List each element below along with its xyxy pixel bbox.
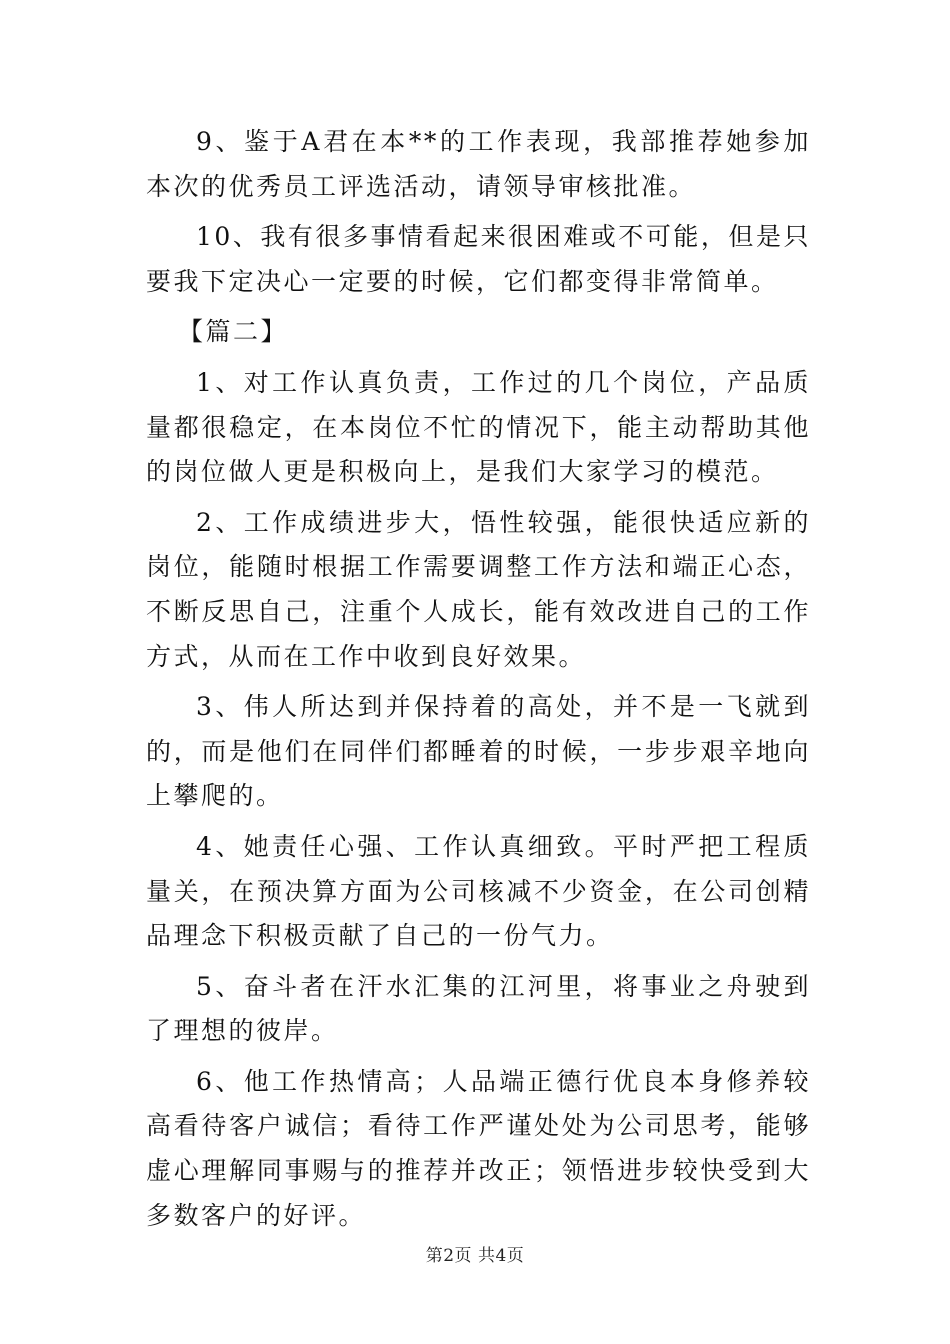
- paragraph-9: 9、鉴于A君在本**的工作表现，我部推荐她参加本次的优秀员工评选活动，请领导审核批准。: [146, 127, 811, 201]
- section-paragraph-4: 4、她责任心强、工作认真细致。平时严把工程质量关，在预决算方面为公司核减不少资金，在公司创精品理念下积极贡献了自己的一份气力。: [146, 831, 811, 951]
- section-paragraph-5: 5、奋斗者在汗水汇集的江河里，将事业之舟驶到了理想的彼岸。: [146, 971, 811, 1046]
- section-heading: 【篇二】: [178, 317, 289, 347]
- document-body: [146, 120, 811, 1244]
- section-paragraph-2: 2、工作成绩进步大，悟性较强，能很快适应新的岗位，能随时根据工作需要调整工作方法和端正心态，不断反思自己，注重个人成长，能有效改进自己的工作方式，从而在工作中收到良好效果。: [146, 507, 811, 671]
- section-paragraph-1: 1、对工作认真负责，工作过的几个岗位，产品质量都很稳定，在本岗位不忙的情况下，能主动帮助其他的岗位做人更是积极向上，是我们大家学习的模范。: [146, 367, 811, 487]
- section-paragraph-3: 3、伟人所达到并保持着的高处，并不是一飞就到的，而是他们在同伴们都睡着的时候，一步步艰辛地向上攀爬的。: [146, 692, 811, 811]
- page-number-footer: 第2页 共4页: [425, 1246, 525, 1266]
- paragraph-10: 10、我有很多事情看起来很困难或不可能，但是只要我下定决心一定要的时候，它们都变得非常简单。: [146, 222, 811, 296]
- section-paragraph-6: 6、他工作热情高；人品端正德行优良本身修养较高看待客户诚信；看待工作严谨处处为公司思考，能够虚心理解同事赐与的推荐并改正；领悟进步较快受到大多数客户的好评。: [146, 1066, 811, 1230]
